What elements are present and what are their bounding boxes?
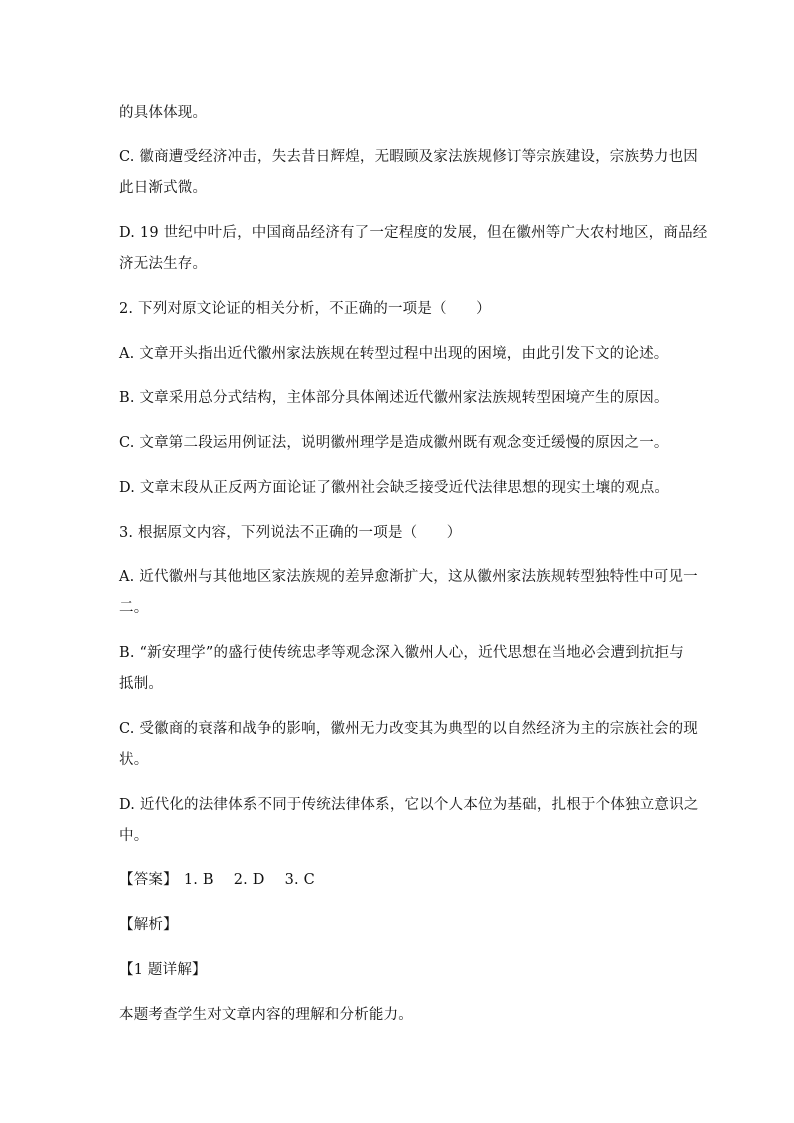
text-line: 抵制。	[119, 676, 164, 692]
q2-option-b: B. 文章采用总分式结构，主体部分具体阐述近代徽州家法族规转型困境产生的原因。	[119, 390, 669, 406]
answer-label: 【答案】	[119, 872, 178, 888]
q2-option-a: A. 文章开头指出近代徽州家法族规在转型过程中出现的困境，由此引发下文的论述。	[119, 346, 669, 362]
analysis-heading: 【解析】	[119, 917, 178, 933]
text-line: 中。	[119, 828, 149, 844]
q3-option-b: B. “新安理学”的盛行使传统忠孝等观念深入徽州人心，近代思想在当地必会遭到抗拒与	[119, 645, 684, 661]
q3-option-c: C. 受徽商的衰落和战争的影响，徽州无力改变其为典型的以自然经济为主的宗族社会的现	[119, 721, 698, 737]
q2-option-d: D. 文章末段从正反两方面论证了徽州社会缺乏接受近代法律思想的现实土壤的观点。	[119, 480, 670, 496]
answer-line	[119, 870, 335, 890]
text-line: 济无法生存。	[119, 256, 208, 272]
text-line: 状。	[119, 752, 149, 768]
q3-option-d: D. 近代化的法律体系不同于传统法律体系，它以个人本位为基础，扎根于个体独立意识之	[119, 797, 699, 813]
q3-option-a: A. 近代徽州与其他地区家法族规的差异愈渐扩大，这从徽州家法族规转型独特性中可见一	[119, 569, 698, 585]
question-2: 2. 下列对原文论证的相关分析，不正确的一项是（ ）	[119, 301, 491, 317]
option-d-line: D. 19 世纪中叶后，中国商品经济有了一定程度的发展，但在徽州等广大农村地区，商品经	[119, 225, 708, 241]
q2-option-c: C. 文章第二段运用例证法，说明徽州理学是造成徽州既有观念变迁缓慢的原因之一。	[119, 435, 669, 451]
text-line: 的具体体现。	[119, 105, 208, 121]
text-line: 二。	[119, 600, 149, 616]
answer-1: 1. B	[183, 872, 214, 888]
question-3: 3. 根据原文内容，下列说法不正确的一项是（ ）	[119, 525, 462, 541]
q1-detail-heading: 【1 题详解】	[119, 962, 207, 978]
text-line: 此日渐式微。	[119, 180, 208, 196]
option-c-line: C. 徽商遭受经济冲击，失去昔日辉煌，无暇顾及家法族规修订等宗族建设，宗族势力也因	[119, 149, 698, 165]
answer-2: 2. D	[233, 872, 265, 888]
answer-3: 3. C	[284, 872, 315, 888]
q1-detail-text: 本题考查学生对文章内容的理解和分析能力。	[119, 1007, 413, 1023]
